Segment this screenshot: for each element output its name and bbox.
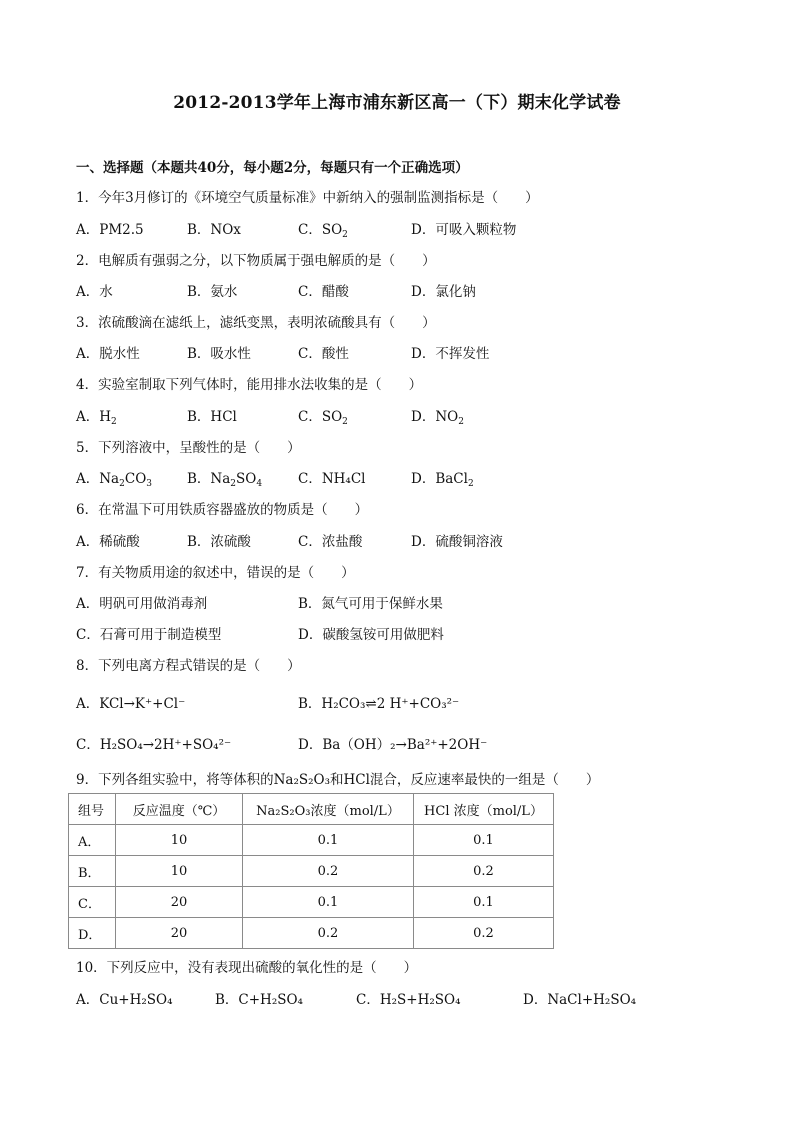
table-cell: 20 <box>116 918 243 949</box>
option-text: D．BaCl <box>411 471 468 487</box>
question-5-stem: 5．下列溶液中，呈酸性的是（ ） <box>76 440 301 456</box>
question-10-options <box>76 988 726 1008</box>
table-cell: C． <box>69 887 116 918</box>
subscript: 2 <box>342 230 348 240</box>
option-b: B．氨水 <box>187 284 238 300</box>
subscript: 2 <box>342 417 348 427</box>
option-b: B．吸水性 <box>187 346 251 362</box>
table-header-cell: Na₂S₂O₃浓度（mol/L） <box>243 794 414 825</box>
question-8-options-row1 <box>76 692 726 712</box>
table-row <box>69 887 554 918</box>
option-a: A．脱水性 <box>76 346 140 362</box>
option-text: B．Na <box>187 471 231 487</box>
option-a: A．KCl→K⁺+Cl⁻ <box>76 696 186 712</box>
option-b: B．H₂CO₃⇌2 H⁺+CO₃²⁻ <box>298 696 460 712</box>
table-cell: 0.2 <box>243 856 414 887</box>
table-cell: 0.1 <box>414 887 554 918</box>
option-a: A．PM2.5 <box>76 222 144 238</box>
table-cell: A． <box>69 825 116 856</box>
option-text: A．H <box>76 409 112 425</box>
option-a: A．明矾可用做消毒剂 <box>76 596 208 612</box>
question-3-stem: 3．浓硫酸滴在滤纸上，滤纸变黑，表明浓硫酸具有（ ） <box>76 315 436 331</box>
page-title: 2012-2013学年上海市浦东新区高一（下）期末化学试卷 <box>173 93 621 113</box>
option-d: D．碳酸氢铵可用做肥料 <box>298 627 444 643</box>
option-d: D．可吸入颗粒物 <box>411 222 517 238</box>
rate-data-table <box>68 793 554 949</box>
table-cell: D． <box>69 918 116 949</box>
option-a <box>76 405 117 427</box>
question-4-stem: 4．实验室制取下列气体时，能用排水法收集的是（ ） <box>76 377 423 393</box>
subscript: 2 <box>119 479 125 489</box>
option-text: A．Na <box>76 471 120 487</box>
option-a <box>76 467 152 489</box>
option-b: B．HCl <box>187 409 237 425</box>
subscript: 2 <box>458 417 464 427</box>
question-1-options <box>76 218 726 238</box>
question-7-options-row2 <box>76 623 726 643</box>
option-a: A．稀硫酸 <box>76 534 140 550</box>
option-b: B．NOx <box>187 222 241 238</box>
question-5-options <box>76 467 726 487</box>
option-b <box>187 467 262 489</box>
option-d: D．NaCl+H₂SO₄ <box>523 992 637 1008</box>
subscript: 2 <box>467 479 474 489</box>
table-cell: 0.2 <box>243 918 414 949</box>
table-row <box>69 856 554 887</box>
question-6-options <box>76 530 726 550</box>
question-8-stem: 8．下列电离方程式错误的是（ ） <box>76 658 301 674</box>
table-cell: 0.1 <box>414 825 554 856</box>
question-4-options <box>76 405 726 425</box>
subscript: 4 <box>256 479 263 489</box>
option-c: C．NH₄Cl <box>298 471 366 487</box>
table-cell: 10 <box>116 856 243 887</box>
option-c: C．石膏可用于制造模型 <box>76 627 222 643</box>
option-c: C．酸性 <box>298 346 349 362</box>
question-2-options <box>76 280 726 300</box>
subscript: 3 <box>146 479 152 489</box>
question-9-stem: 9．下列各组实验中，将等体积的Na₂S₂O₃和HCl混合，反应速率最快的一组是（ ） <box>76 772 600 788</box>
question-10-stem: 10．下列反应中，没有表现出硫酸的氧化性的是（ ） <box>76 960 418 976</box>
table-cell: 10 <box>116 825 243 856</box>
option-b: B．C+H₂SO₄ <box>215 992 303 1008</box>
option-b: B．氮气可用于保鲜水果 <box>298 596 443 612</box>
table-cell: 0.1 <box>243 887 414 918</box>
option-d: D．Ba（OH）₂→Ba²⁺+2OH⁻ <box>298 737 488 753</box>
option-d <box>411 405 464 427</box>
table-header-cell: 反应温度（℃） <box>116 794 243 825</box>
table-row <box>69 825 554 856</box>
question-8-options-row2 <box>76 733 726 753</box>
option-d: D．不挥发性 <box>411 346 490 362</box>
option-c: C．浓盐酸 <box>298 534 363 550</box>
question-1-stem: 1．今年3月修订的《环境空气质量标准》中新纳入的强制监测指标是（ ） <box>76 190 539 206</box>
option-c: C．H₂SO₄→2H⁺+SO₄²⁻ <box>76 737 232 753</box>
option-d <box>411 467 474 489</box>
subscript: 2 <box>230 479 237 489</box>
option-c: C．醋酸 <box>298 284 349 300</box>
option-text: C．SO <box>298 409 343 425</box>
section-heading: 一、选择题（本题共40分，每小题2分，每题只有一个正确选项） <box>76 160 469 176</box>
option-c: C．H₂S+H₂SO₄ <box>356 992 461 1008</box>
option-d: D．氯化钠 <box>411 284 476 300</box>
question-3-options <box>76 342 726 362</box>
option-text: C．SO <box>298 222 343 238</box>
option-a: A．水 <box>76 284 113 300</box>
question-2-stem: 2．电解质有强弱之分，以下物质属于强电解质的是（ ） <box>76 253 436 269</box>
table-row <box>69 918 554 949</box>
table-cell: 20 <box>116 887 243 918</box>
table-header-row <box>69 794 554 825</box>
option-text: CO <box>124 471 147 487</box>
option-d: D．硫酸铜溶液 <box>411 534 503 550</box>
subscript: 2 <box>111 417 117 427</box>
option-b: B．浓硫酸 <box>187 534 251 550</box>
table-cell: 0.1 <box>243 825 414 856</box>
option-text: SO <box>236 471 257 487</box>
question-6-stem: 6．在常温下可用铁质容器盛放的物质是（ ） <box>76 502 369 518</box>
option-c <box>298 405 348 427</box>
table-cell: B． <box>69 856 116 887</box>
table-cell: 0.2 <box>414 918 554 949</box>
table-header-cell: HCl 浓度（mol/L） <box>414 794 554 825</box>
option-c <box>298 218 348 240</box>
question-7-stem: 7．有关物质用途的叙述中，错误的是（ ） <box>76 565 355 581</box>
option-text: D．NO <box>411 409 459 425</box>
option-a: A．Cu+H₂SO₄ <box>76 992 173 1008</box>
question-7-options-row1 <box>76 592 726 612</box>
table-header-cell: 组号 <box>69 794 116 825</box>
table-cell: 0.2 <box>414 856 554 887</box>
